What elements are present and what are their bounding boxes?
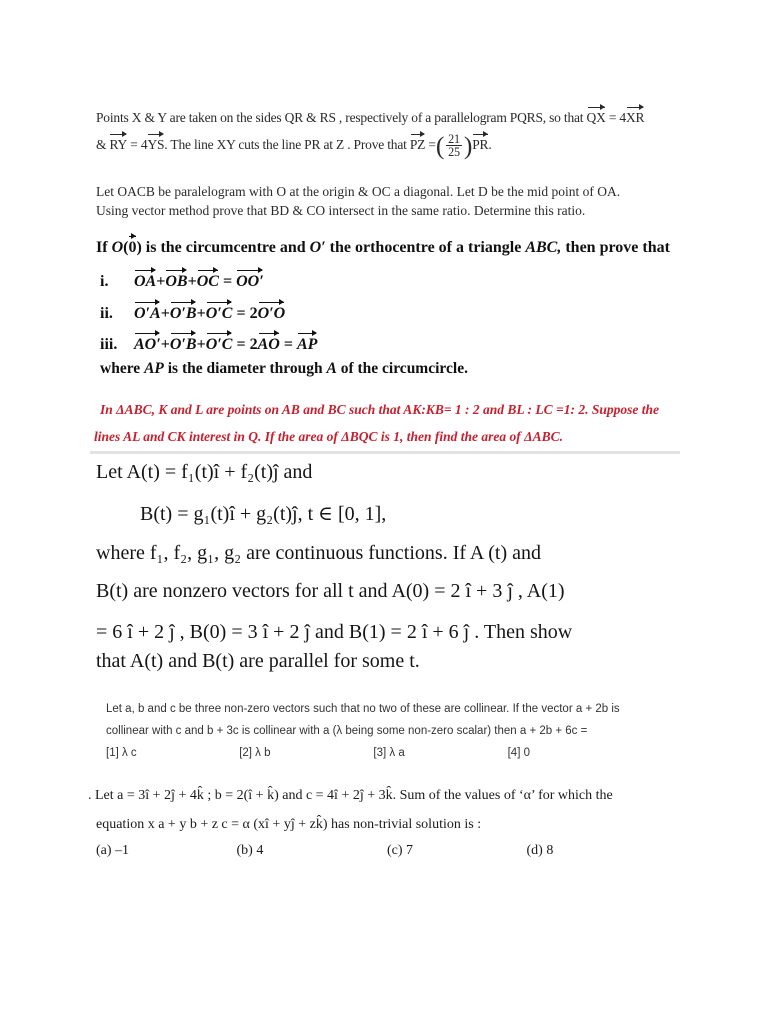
option-4[interactable]: [4] 0 — [507, 747, 530, 759]
q5-line-3: where f₁, f₂, g₁, g₂ are continuous functions. If A (t) and — [96, 542, 541, 564]
q3-part-iii: iii. AO′+O′B+O′C = 2AO = AP — [100, 331, 317, 354]
q6-line-2: collinear with c and b + 3c is collinear with a (λ being some non-zero scalar) then a + 2b + 6c = — [106, 725, 588, 737]
vector-ys: YS — [147, 132, 164, 152]
q1-line-2: & RY = 4YS. The line XY cuts the line PR at Z . Prove that PZ =( $\frac{21}{25}$ )PR. — [96, 131, 492, 161]
vector-qx: QX — [587, 105, 606, 125]
q3-part-ii: ii. O′A+O′B+O′C = 2O′O — [100, 300, 285, 323]
option-d[interactable]: (d) 8 — [526, 843, 554, 858]
q3-part-i: i. OA+OB+OC = OO′ — [100, 268, 264, 291]
q3-intro: If O(0) is the circumcentre and O′ the orthocentre of a triangle ABC, then prove that — [96, 234, 670, 257]
option-3[interactable]: [3] λ a — [373, 747, 405, 759]
q5-line-1: Let A(t) = f₁(t)î + f₂(t)ĵ and — [96, 461, 313, 483]
q4-line-1: In ΔABC, K and L are points on AB and BC such that AK:KB= 1 : 2 and BL : LC =1: 2. Suppose the — [100, 402, 659, 417]
option-c[interactable]: (c) 7 — [387, 843, 414, 858]
section-divider — [90, 451, 680, 454]
fraction-21-25: $\frac{21}{25}$ — [448, 131, 460, 160]
question-parallelogram-oacb — [96, 182, 676, 220]
option-b[interactable]: (b) 4 — [236, 843, 264, 858]
vector-pr: PR — [472, 132, 488, 152]
q7-line-2: equation x a + y b + z c = α (xî + yĵ + zk̂) has non-trivial solution is : — [96, 817, 482, 832]
q7-line-1: . Let a = 3î + 2ĵ + 4k̂ ; b = 2(î + k̂) and c = 4î + 2ĵ + 3k̂. Sum of the values of ‘α’ for which the — [88, 788, 613, 803]
q3-footer: where AP is the diameter through A of the circumcircle. — [100, 360, 468, 377]
option-2[interactable]: [2] λ b — [239, 747, 271, 759]
q5-line-2: B(t) = g₁(t)î + g₂(t)ĵ, t ∈ [0, 1], — [140, 503, 387, 525]
q2-line-2: Using vector method prove that BD & CO intersect in the same ratio. Determine this ratio. — [96, 203, 586, 218]
q4-line-2: lines AL and CK interest in Q. If the area of ΔBQC is 1, then find the area of ΔABC. — [94, 429, 563, 444]
vector-pz: PZ — [410, 132, 425, 152]
q7-options — [96, 843, 553, 859]
q6-options — [106, 747, 530, 759]
question-parallelogram-pqrs — [96, 105, 676, 159]
q1-line-1: Points X & Y are taken on the sides QR & RS , respectively of a parallelogram PQRS, so that QX = 4XR — [96, 105, 676, 126]
q6-line-1: Let a, b and c be three non-zero vectors such that no two of these are collinear. If the vector a + 2b is — [106, 703, 620, 715]
q5-line-4: B(t) are nonzero vectors for all t and A(0) = 2 î + 3 ĵ , A(1) — [96, 580, 565, 602]
vector-ry: RY — [110, 132, 128, 152]
option-a[interactable]: (a) –1 — [96, 843, 130, 858]
q2-line-1: Let OACB be paralelogram with O at the origin & OC a diagonal. Let D be the mid point of OA. — [96, 184, 621, 199]
option-1[interactable]: [1] λ c — [106, 747, 137, 759]
q5-line-6: that A(t) and B(t) are parallel for some t. — [96, 650, 420, 672]
vector-xr: XR — [626, 105, 644, 125]
q5-line-5: = 6 î + 2 ĵ , B(0) = 3 î + 2 ĵ and B(1) = 2 î + 6 ĵ . Then show — [96, 621, 573, 643]
